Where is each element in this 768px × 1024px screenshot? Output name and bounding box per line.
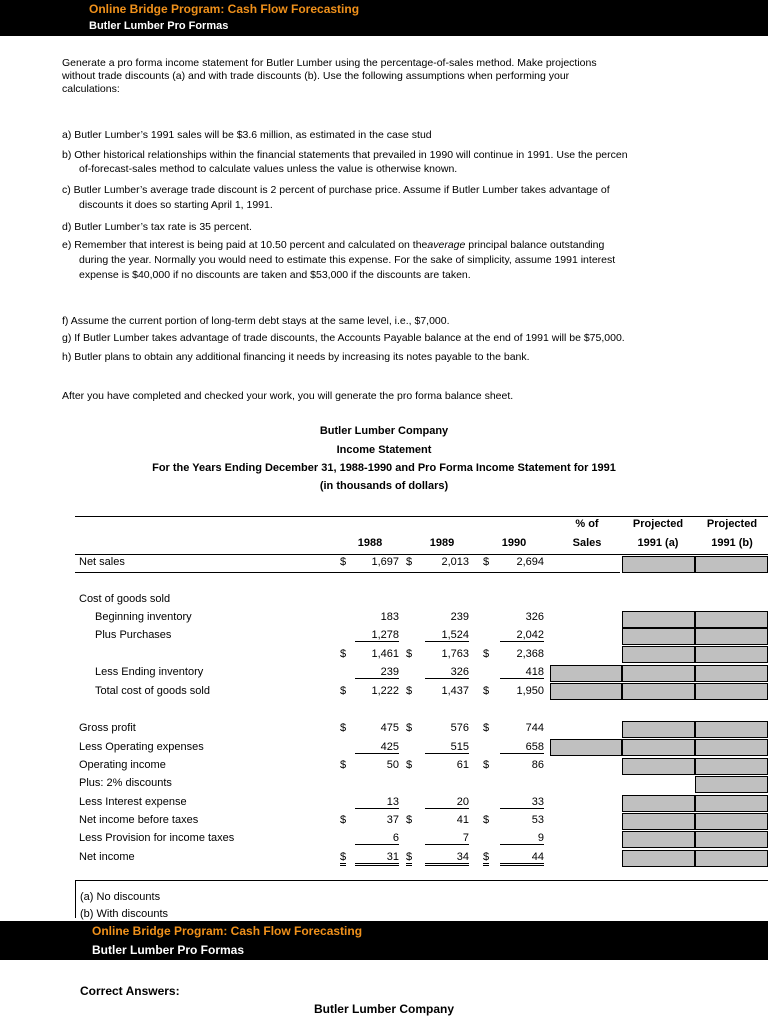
value-1988: 239 [355, 666, 399, 679]
input-begin-inv-proj-a[interactable] [622, 611, 695, 628]
input-gross-proj-a[interactable] [622, 721, 695, 738]
assumption-e-cont1: during the year. Normally you would need to estimate this expense. For the sake of simplicity, assume 1991 interest [79, 254, 616, 266]
value-1988: 6 [355, 832, 399, 845]
footnote-box [75, 880, 76, 918]
value-1990: 2,694 [516, 556, 544, 568]
dollar-1990: $ [483, 759, 490, 771]
value-1990: 658 [500, 741, 544, 754]
dollar-1989: $ [406, 759, 413, 771]
input-subtotal-proj-a[interactable] [622, 646, 695, 663]
col-pct-line2: Sales [572, 537, 602, 549]
value-1990: 1,950 [516, 685, 544, 697]
input-op-income-proj-b[interactable] [695, 758, 768, 775]
input-opex-pct[interactable] [550, 739, 622, 756]
row-label: Operating income [79, 759, 166, 771]
value-1989: 2,013 [441, 556, 469, 568]
value-1988: 31 [355, 851, 399, 866]
row-cogs-heading [0, 591, 768, 609]
value-1990: 2,368 [516, 648, 544, 660]
dollar-1989: $ [406, 648, 413, 660]
dollar-1988: $ [340, 814, 347, 826]
assumption-d: d) Butler Lumber’s tax rate is 35 percent. [62, 221, 252, 233]
row-label: Less Operating expenses [79, 741, 204, 753]
after-text: After you have completed and checked your work, you will generate the pro forma balance sheet. [62, 390, 514, 402]
input-end-inv-pct[interactable] [550, 665, 622, 682]
dollar-1990: $ [483, 851, 489, 866]
header-title: Online Bridge Program: Cash Flow Forecasting [92, 924, 363, 938]
row-label: Less Interest expense [79, 796, 187, 808]
net-sales-rule [75, 572, 620, 573]
input-end-inv-proj-a[interactable] [622, 665, 695, 682]
value-1988: 475 [380, 722, 399, 734]
row-label: Less Provision for income taxes [79, 832, 235, 844]
assumption-h: h) Butler plans to obtain any additional financing it needs by increasing its notes payable to the bank. [62, 351, 530, 363]
value-1989: 61 [456, 759, 469, 771]
value-1989: 239 [450, 611, 469, 623]
dollar-1988: $ [340, 556, 347, 568]
row-label: Gross profit [79, 722, 136, 734]
statement-company: Butler Lumber Company [319, 425, 449, 437]
assumption-f: f) Assume the current portion of long-term debt stays at the same level, i.e., $7,000. [62, 315, 450, 327]
value-1988: 425 [355, 741, 399, 754]
value-1988: 183 [380, 611, 399, 623]
footnote-rule [75, 880, 768, 881]
assumption-b-cont: of-forecast-sales method to calculate values unless the value is otherwise known. [79, 163, 458, 175]
statement-units: (in thousands of dollars) [319, 480, 449, 492]
statement-period: For the Years Ending December 31, 1988-1990 and Pro Forma Income Statement for 1991 [152, 462, 616, 474]
col-1988: 1988 [357, 537, 383, 549]
col-1990: 1990 [501, 537, 527, 549]
header-subtitle: Butler Lumber Pro Formas [92, 943, 245, 957]
dollar-1990: $ [483, 685, 490, 697]
value-1988: 1,222 [371, 685, 399, 697]
assumption-e-emphasis: average [427, 239, 466, 251]
value-1989: 515 [425, 741, 469, 754]
input-net-sales-proj-b[interactable] [695, 556, 768, 573]
input-opex-proj-a[interactable] [622, 739, 695, 756]
bottom-company: Butler Lumber Company [313, 1002, 454, 1016]
correct-answers-label: Correct Answers: [80, 984, 180, 998]
assumption-c-cont: discounts it does so starting April 1, 1991. [79, 199, 273, 211]
assumption-e-part2: principal balance outstanding [465, 239, 605, 251]
value-1989: 41 [456, 814, 469, 826]
dollar-1988: $ [340, 648, 347, 660]
dollar-1988: $ [340, 722, 347, 734]
input-purchases-proj-a[interactable] [622, 628, 695, 645]
second-header [0, 921, 768, 960]
dollar-1989: $ [406, 814, 413, 826]
top-header [0, 0, 768, 36]
col-proj-b-line1: Projected [706, 518, 758, 530]
row-discounts [0, 775, 768, 793]
value-1990: 9 [500, 832, 544, 845]
assumption-e-part1: e) Remember that interest is being paid at 10.50 percent and calculated on the [62, 239, 428, 251]
input-end-inv-proj-b[interactable] [695, 665, 768, 682]
value-1989: 1,763 [441, 648, 469, 660]
value-1990: 418 [500, 666, 544, 679]
col-proj-a-line2: 1991 (a) [637, 537, 679, 549]
input-begin-inv-proj-b[interactable] [695, 611, 768, 628]
input-taxes-proj-b[interactable] [695, 831, 768, 848]
value-1988: 1,697 [371, 556, 399, 568]
value-1990: 744 [525, 722, 544, 734]
input-opex-proj-b[interactable] [695, 739, 768, 756]
value-1990: 44 [500, 851, 544, 866]
header-title: Online Bridge Program: Cash Flow Forecasting [89, 2, 360, 16]
row-label: Net sales [79, 556, 125, 568]
dollar-1988: $ [340, 851, 346, 866]
input-purchases-proj-b[interactable] [695, 628, 768, 645]
value-1989: 576 [450, 722, 469, 734]
assumption-e-cont2: expense is $40,000 if no discounts are taken and $53,000 if the discounts are taken. [79, 269, 471, 281]
input-net-income-proj-a[interactable] [622, 850, 695, 867]
row-label: Cost of goods sold [79, 593, 171, 605]
input-nibt-proj-a[interactable] [622, 813, 695, 830]
dollar-1990: $ [483, 556, 490, 568]
value-1988: 37 [386, 814, 399, 826]
col-proj-b-line2: 1991 (b) [711, 537, 753, 549]
assumption-e [62, 239, 604, 252]
input-total-cogs-proj-a[interactable] [622, 683, 695, 700]
dollar-1990: $ [483, 648, 490, 660]
dollar-1988: $ [340, 759, 347, 771]
value-1989: 326 [425, 666, 469, 679]
dollar-1990: $ [483, 814, 490, 826]
input-discounts-proj-b[interactable] [695, 776, 768, 793]
assumption-g: g) If Butler Lumber takes advantage of trade discounts, the Accounts Payable balance at the end of 1991 will be $75,000. [62, 332, 625, 344]
value-1988: 1,461 [371, 648, 399, 660]
input-net-sales-proj-a[interactable] [622, 556, 695, 573]
row-label: Net income [79, 851, 135, 863]
input-op-income-proj-a[interactable] [622, 758, 695, 775]
statement-name: Income Statement [336, 444, 432, 456]
value-1989: 1,437 [441, 685, 469, 697]
value-1988: 13 [355, 796, 399, 809]
value-1990: 326 [525, 611, 544, 623]
input-interest-proj-b[interactable] [695, 795, 768, 812]
dollar-1988: $ [340, 685, 347, 697]
input-taxes-proj-a[interactable] [622, 831, 695, 848]
value-1989: 20 [425, 796, 469, 809]
dollar-1989: $ [406, 556, 413, 568]
input-gross-proj-b[interactable] [695, 721, 768, 738]
dollar-1989: $ [406, 851, 412, 866]
assumption-a: a) Butler Lumber’s 1991 sales will be $3.6 million, as estimated in the case stud [62, 129, 432, 141]
row-label: Total cost of goods sold [95, 685, 210, 697]
header-subtitle: Butler Lumber Pro Formas [89, 20, 229, 32]
col-1989: 1989 [429, 537, 455, 549]
row-label: Beginning inventory [95, 611, 192, 623]
value-1990: 2,042 [500, 629, 544, 642]
value-1988: 50 [386, 759, 399, 771]
col-proj-a-line1: Projected [632, 518, 684, 530]
value-1990: 86 [531, 759, 544, 771]
value-1990: 33 [500, 796, 544, 809]
row-label: Plus: 2% discounts [79, 777, 172, 789]
dollar-1989: $ [406, 722, 413, 734]
value-1989: 34 [425, 851, 469, 866]
dollar-1990: $ [483, 722, 490, 734]
assumption-b: b) Other historical relationships within the financial statements that prevailed in 1990 will continue in 1991. Use the percen [62, 149, 628, 161]
footnote-b: (b) With discounts [80, 908, 169, 920]
table-top-rule [75, 516, 768, 517]
value-1989: 1,524 [425, 629, 469, 642]
row-label: Less Ending inventory [95, 666, 204, 678]
row-label: Net income before taxes [79, 814, 199, 826]
value-1989: 7 [425, 832, 469, 845]
intro-text: Generate a pro forma income statement for Butler Lumber using the percentage-of-sales method. Make projections without trade discounts (a) and with trade discounts (b). Use the following assumptions when performing your calculations: [62, 57, 597, 95]
input-subtotal-proj-b[interactable] [695, 646, 768, 663]
input-interest-proj-a[interactable] [622, 795, 695, 812]
footnote-a: (a) No discounts [80, 891, 161, 903]
assumption-c: c) Butler Lumber’s average trade discount is 2 percent of purchase price. Assume if Butler Lumber takes advantage of [62, 184, 610, 196]
dollar-1989: $ [406, 685, 413, 697]
input-nibt-proj-b[interactable] [695, 813, 768, 830]
input-total-cogs-pct[interactable] [550, 683, 622, 700]
col-pct-line1: % of [575, 518, 599, 530]
value-1988: 1,278 [355, 629, 399, 642]
value-1990: 53 [531, 814, 544, 826]
input-net-income-proj-b[interactable] [695, 850, 768, 867]
input-total-cogs-proj-b[interactable] [695, 683, 768, 700]
row-label: Plus Purchases [95, 629, 172, 641]
